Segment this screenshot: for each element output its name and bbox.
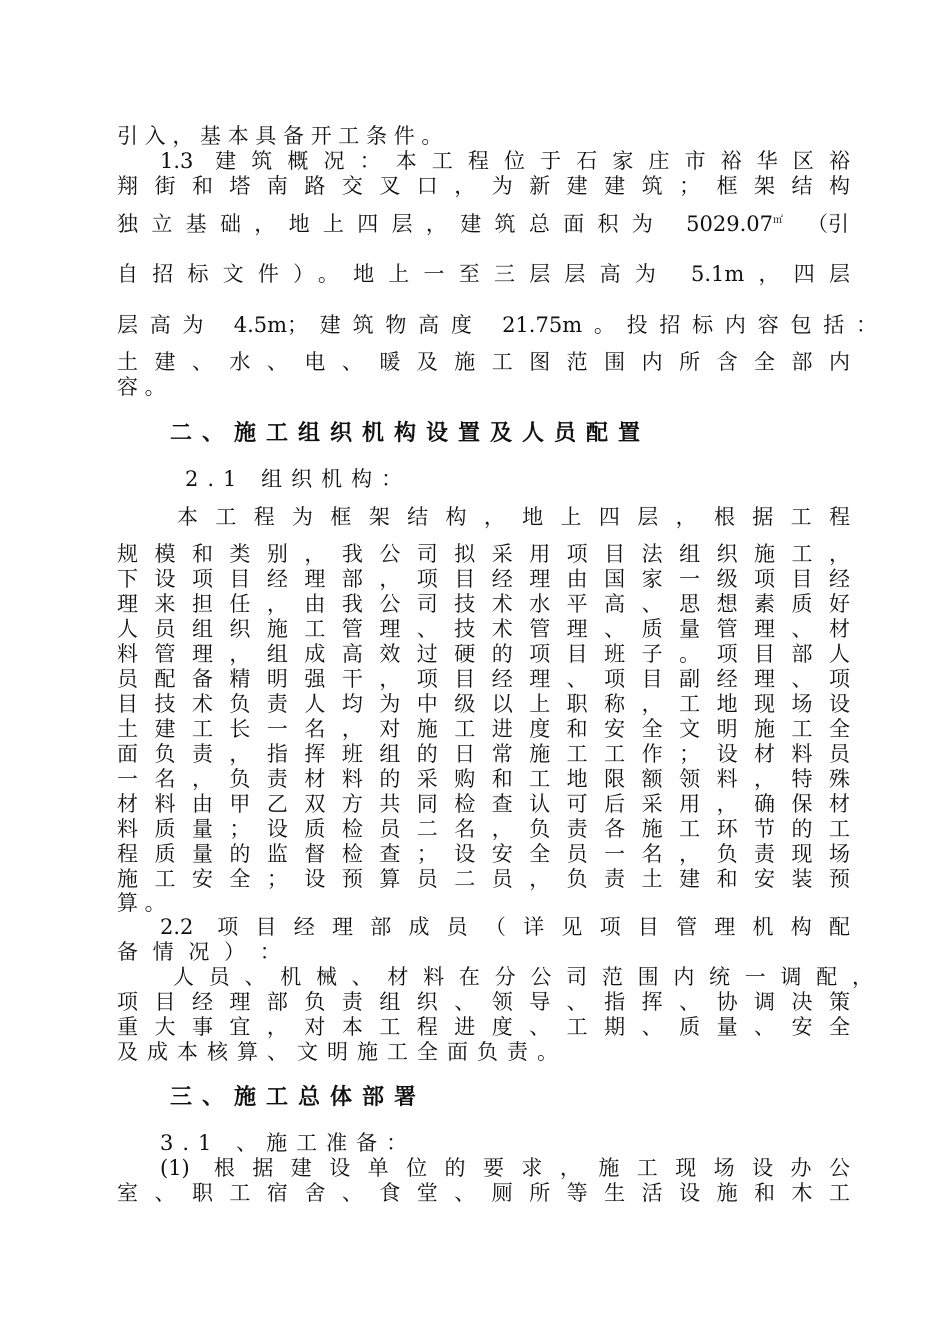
paragraph-line: 及成本核算、文明施工全面负责。 bbox=[117, 1040, 567, 1064]
subsection-2-2-line: 2.2 项目经理部成员（详见项目管理机构配 bbox=[160, 915, 850, 939]
section-heading-3: 三、施工总体部署 bbox=[170, 1084, 427, 1110]
paragraph-line: 料管理，组成高效过硬的项目班子。项目部人 bbox=[117, 642, 850, 666]
paragraph-line: 翔街和塔南路交叉口，为新建建筑；框架结构 bbox=[117, 174, 850, 198]
paragraph-line: 程质量的监督检查；设安全员一名，负责现场 bbox=[117, 842, 850, 866]
section-heading-2: 二、施工组织机构设置及人员配置 bbox=[170, 420, 651, 446]
paragraph-line: 下设项目经理部，项目经理由国家一级项目经 bbox=[117, 567, 850, 591]
paragraph-line: (1) 根据建设单位的要求，施工现场设办公 bbox=[160, 1156, 850, 1180]
page-number: 2 bbox=[470, 1304, 480, 1320]
subsection-2-1-heading: 2.1 组织机构： bbox=[185, 467, 412, 491]
paragraph-line: 面负责，指挥班组的日常施工工作；设材料员 bbox=[117, 742, 850, 766]
paragraph-line: 理来担任，由我公司技术水平高、思想素质好 bbox=[117, 592, 850, 616]
paragraph-line: 备 情 况 ） ： bbox=[117, 940, 285, 964]
paragraph-line: 员配备精明强干，项目经理、项目副经理、项 bbox=[117, 667, 850, 691]
paragraph-line: 本工程为框架结构，地上四层，根据工程 bbox=[177, 505, 850, 529]
paragraph-line: 施工安全；设预算员二员，负责土建和安装预 bbox=[117, 867, 850, 891]
area-tail: （引 bbox=[807, 212, 849, 236]
paragraph-line: 容 。 bbox=[117, 375, 166, 399]
section-1-3-line: 1.3 建筑概况：本工程位于石家庄市裕华区裕 bbox=[160, 149, 850, 173]
paragraph-line: 自招标文件）。地上一至三层层高为 5.1m，四层 bbox=[117, 262, 850, 286]
paragraph-line: 层高为 4.5m；建筑物高度 21.75m。投招标内容包括： bbox=[117, 313, 877, 337]
area-text: 独立基础，地上四层，建筑总面积为 5029.07 bbox=[117, 212, 773, 236]
paragraph-line: 目技术负责人均为中级以上职称，工地现场设 bbox=[117, 692, 850, 716]
paragraph-line: 土建工长一名，对施工进度和安全文明施工全 bbox=[117, 717, 850, 741]
paragraph-line-area bbox=[117, 212, 850, 236]
paragraph-line: 土建、水、电、暖及施工图范围内所含全部内 bbox=[117, 350, 850, 374]
subsection-3-1-heading: 3.1 、施工准备： bbox=[160, 1131, 417, 1155]
paragraph-line: 项目经理部负责组织、领导、指挥、协调决策 bbox=[117, 990, 850, 1014]
paragraph-line: 人员、机械、材料在分公司范围内统一调配， bbox=[173, 965, 873, 989]
paragraph-line: 材料由甲乙双方共同检查认可后采用，确保材 bbox=[117, 792, 850, 816]
paragraph-line: 引 入 ， 基 本 具 备 开 工 条 件 。 bbox=[117, 124, 443, 148]
paragraph-line: 规模和类别，我公司拟采用项目法组织施工， bbox=[117, 542, 850, 566]
paragraph-line: 室、职工宿舍、食堂、厕所等生活设施和木工 bbox=[117, 1181, 850, 1205]
paragraph-line: 料质量；设质检员二名，负责各施工环节的工 bbox=[117, 817, 850, 841]
paragraph-line: 算 。 bbox=[117, 891, 166, 915]
area-unit: ㎡ bbox=[773, 215, 783, 226]
paragraph-line: 重大事宜，对本工程进度、工期、质量、安全 bbox=[117, 1015, 850, 1039]
paragraph-line: 一名，负责材料的采购和工地限额领料，特殊 bbox=[117, 767, 850, 791]
paragraph-line: 人员组织施工管理、技术管理、质量管理、材 bbox=[117, 617, 850, 641]
